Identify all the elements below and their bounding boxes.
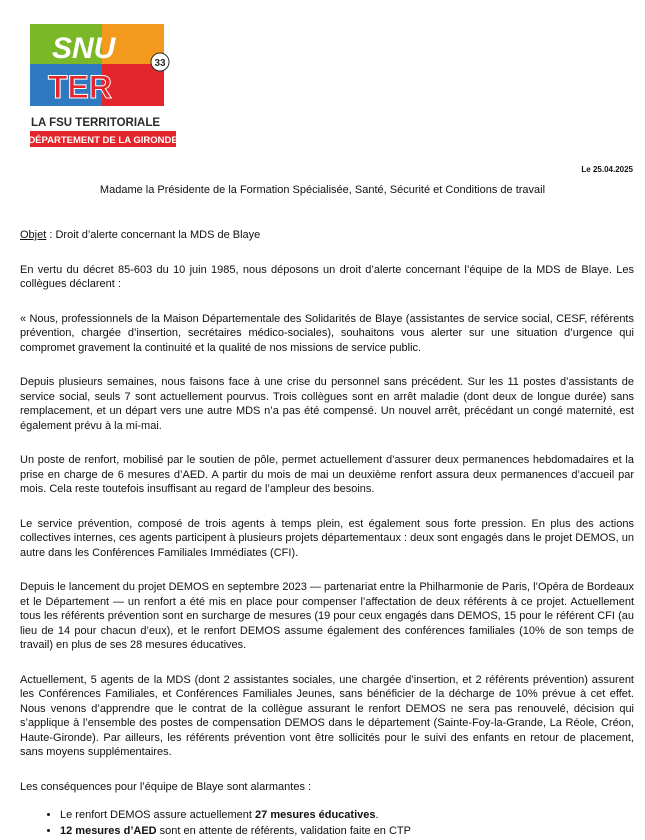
object-text: : Droit d’alerte concernant la MDS de Blaye [46,229,261,241]
bullet-text: . [375,809,379,821]
paragraph: Un poste de renfort, mobilisé par le soutien de pôle, permet actuellement d’assurer deux permanences hebdomadaires et la prise en charge de 6 mesures d’AED. A partir du mois de mai un deuxième renfort assura deux permanences d’accueil par mois. Cela reste toutefois insuffisant au regard de l’ampleur des besoins. [20,454,634,495]
paragraph: Les conséquences pour l’équipe de Blaye sont alarmantes : [20,780,312,793]
logo-top-text: SNU [52,32,116,65]
paragraph: « Nous, professionnels de la Maison Départementale des Solidarités de Blaye (assistantes de service social, CESF, référents prévention, chargée d’insertion, secrétaires médico-sociales), souhaitons vous alerter sur une situation d’urgence qui compromet gravement la continuité et la qualité de nos missions de service public. [20,312,634,354]
letter-date: Le 25.04.2025 [581,165,633,174]
addressee: Madame la Présidente de la Formation Spécialisée, Santé, Sécurité et Conditions de travail [99,184,546,196]
paragraph: Actuellement, 5 agents de la MDS (dont 2 assistantes sociales, une chargée d’insertion, et 2 référents prévention) assurent les Conférences Familiales, et Conférences Familiales Jeunes, sans bénéficier de la décharge de 10% prévue à cet effet. Nous venons d’apprendre que le contrat de la collègue assurant le renfort DEMOS ne sera pas renouvelé, décision qui s’applique à l’ensemble des postes de compensation DEMOS dans le département (Sainte-Foy-la-Grande, La Réole, Créon, Haute-Gironde). Par ailleurs, les référents prévention vont être sollicités pour le suivi des enfants en retour de placement, sans moyens supplémentaires. [20,673,634,758]
paragraph: Le service prévention, composé de trois agents à temps plein, est également sous forte pression. En plus des actions collectives internes, ces agents participent à plusieurs projets départementaux : deux sont engagés dans le projet DEMOS, un autre dans les Conférences Familiales Immédiates (CFI). [20,517,634,559]
list-item [60,808,634,822]
paragraph: Depuis le lancement du projet DEMOS en septembre 2023 — partenariat entre la Philharmonie de Paris, l’Opéra de Bordeaux et le Département — un renfort a été mis en place pour compenser l’affectation de deux référents à ce projet. Actuellement tous les référents prévention sont en surcharge de mesures (19 pour ceux engagés dans DEMOS, 15 pour le référent CFI (au lieu de 14 pour chacun d’eux), et le renfort DEMOS assume également des conférences familiales (10% de son temps de travail) en plus de ses 28 mesures éducatives. [20,581,634,651]
paragraph: En vertu du décret 85-603 du 10 juin 1985, nous déposons un droit d’alerte concernant l’équipe de la MDS de Blaye. Les collègues déclarent : [20,263,634,290]
bullet-text: Le renfort DEMOS assure actuellement [60,809,256,821]
bullet-bold: 27 mesures éducatives [255,809,376,821]
bullet-bold: 12 mesures d’AED [60,825,157,837]
bullet-text: sont en attente de référents, validation faite en CTP [156,825,411,837]
logo-graphic [18,18,180,153]
snuter-logo [18,18,180,153]
consequences-list [20,808,634,838]
object-line [20,228,634,243]
logo-line1: LA FSU TERRITORIALE [31,117,161,129]
object-label: Objet [20,229,47,241]
paragraph: Depuis plusieurs semaines, nous faisons face à une crise du personnel sans précédent. Sur les 11 postes d’assistants de service social, seuls 7 sont actuellement pourvus. Trois collègues sont en arrêt maladie (dont deux de longue durée) sans remplacement, et un départ vers une autre MDS n’a pas été compensé. Un nouvel arrêt, précédant un congé maternité, est également prévu à la mi-mai. [20,376,634,432]
list-item [60,824,634,838]
logo-badge: 33 [154,58,166,69]
letter-body [20,228,634,840]
logo-bottom-text: TER [48,69,112,105]
logo-line2: DÉPARTEMENT DE LA GIRONDE [28,135,178,146]
